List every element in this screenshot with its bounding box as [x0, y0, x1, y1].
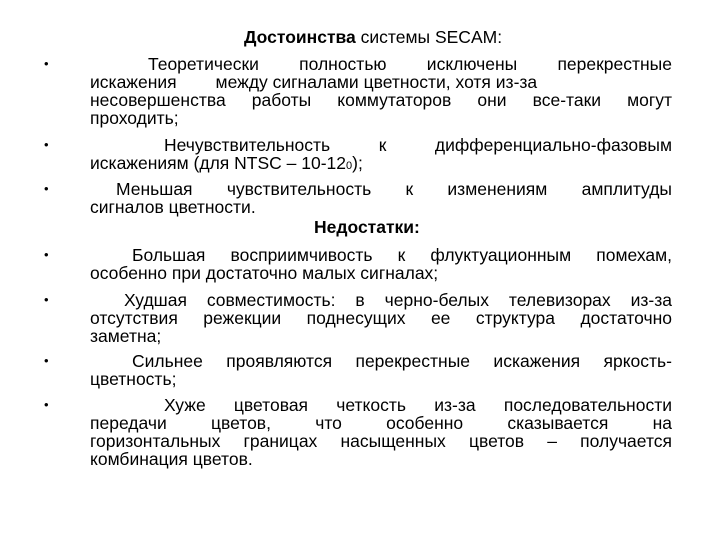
advantage-2-line-1: Нечувствительность к дифференциально-фазовым: [164, 135, 672, 155]
disadvantage-2-line-3: заметна;: [90, 326, 162, 346]
disadvantage-3-line-1: Сильнее проявляются перекрестные искажения яркость-: [132, 351, 672, 371]
advantage-2-line-2-tail: );: [352, 153, 363, 173]
bullet-marker: •: [44, 353, 49, 368]
advantages-heading: [244, 28, 502, 46]
bullet-marker: •: [44, 247, 49, 262]
disadvantage-4-line-3: горизонтальных границах насыщенных цветов – получается: [90, 431, 672, 451]
bullet-marker: •: [44, 137, 49, 152]
advantages-heading-bold: Достоинства: [244, 27, 356, 47]
disadvantage-2-line-1: Худшая совместимость: в черно-белых телевизорах из-за: [124, 290, 672, 310]
bullet-marker: •: [44, 292, 49, 307]
bullet-marker: •: [44, 56, 49, 71]
disadvantage-2-line-2: отсутствия режекции поднесущих ее структура достаточно: [90, 308, 672, 328]
disadvantage-4-line-2: передачи цветов, что особенно сказывается на: [90, 413, 672, 433]
disadvantage-3-line-2: цветность;: [90, 369, 177, 389]
bullet-marker: •: [44, 397, 49, 412]
advantage-1-line-3: несовершенства работы коммутаторов они все-таки могут: [90, 90, 672, 110]
advantage-2-degree: 0: [346, 160, 353, 172]
advantage-2-line-2: [90, 154, 672, 175]
advantage-1-line-1: Теоретически полностью исключены перекрестные: [148, 54, 672, 74]
advantage-3-line-1: Меньшая чувствительность к изменениям амплитуды: [116, 179, 672, 199]
advantage-2-line-2-text: искажениям (для NTSC – 10-12: [90, 153, 346, 173]
disadvantage-4-line-4: комбинация цветов.: [90, 449, 253, 469]
advantage-1-line-2: [90, 73, 672, 91]
disadvantage-1-line-2: особенно при достаточно малых сигналах;: [90, 263, 439, 283]
advantage-3-line-2: сигналов цветности.: [90, 197, 256, 217]
advantage-1-line-4: проходить;: [90, 108, 179, 128]
disadvantage-1-line-1: Большая восприимчивость к флуктуационным помехам,: [132, 245, 672, 265]
disadvantage-4-line-1: Хуже цветовая четкость из-за последовательности: [164, 395, 672, 415]
bullet-marker: •: [44, 181, 49, 196]
disadvantages-heading: Недостатки:: [314, 217, 420, 237]
advantages-heading-rest: системы SECAM:: [355, 27, 503, 47]
advantage-1-line-2-text: искажения между сигналами цветности, хотя из-за: [90, 72, 538, 92]
